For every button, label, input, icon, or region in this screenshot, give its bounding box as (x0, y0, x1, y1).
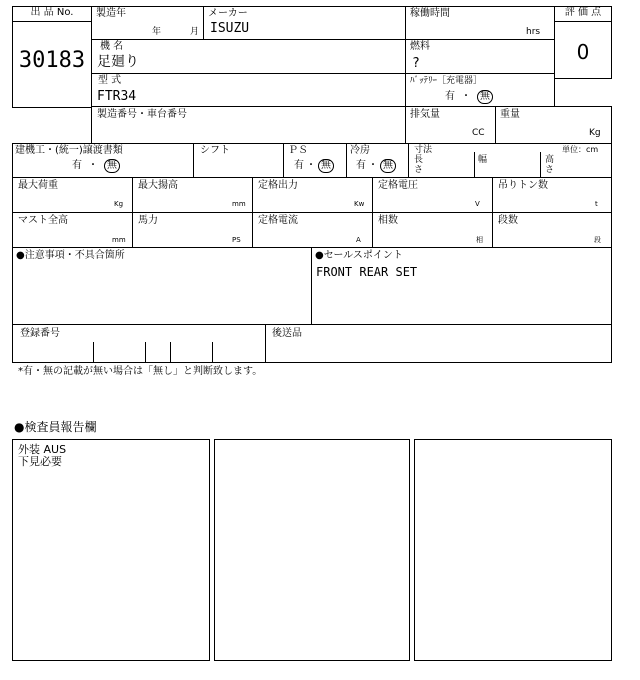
weight-label: 重量 (500, 109, 520, 120)
year-label: 製造年 (96, 8, 126, 19)
weight-unit: Kg (589, 128, 601, 138)
spec-r23-col-1 (132, 177, 133, 248)
score-value: 0 (576, 40, 590, 64)
registration-box (12, 324, 612, 363)
mast-height-unit: mm (112, 236, 126, 244)
height-label: 高 (545, 155, 555, 165)
spec-r23-col-3 (372, 177, 373, 248)
length-label-2: さ (414, 165, 424, 175)
phase-unit: 相 (476, 236, 483, 244)
maker-value: ISUZU (210, 21, 250, 36)
max-load-label: 最大荷重 (18, 180, 58, 191)
horsepower-unit: PS (232, 236, 241, 244)
specs-row-line-2 (12, 212, 612, 213)
header-row-line-2 (91, 73, 555, 74)
spec-r23-col-2 (252, 177, 253, 248)
length-label: 長 (414, 155, 424, 165)
serial-col-line-2 (495, 106, 496, 144)
header-row-line-1 (91, 39, 555, 40)
hours-unit: hrs (526, 27, 541, 37)
notes-divider (311, 247, 312, 325)
lot-number-divider (12, 21, 92, 22)
aircon-yes: 有 (356, 160, 366, 171)
horsepower-label: 馬力 (138, 215, 158, 226)
registration-divider (265, 324, 266, 363)
shift-label: シフト (200, 145, 230, 156)
fuel-value: ? (412, 56, 420, 71)
inspector-note-line-1: 外装 AUS (18, 443, 67, 456)
battery-no-circled: 無 (477, 90, 493, 104)
sales-point-text: FRONT REAR SET (316, 265, 418, 279)
model-value: 足廻り (97, 54, 139, 70)
ps-label: ＰＳ (288, 145, 308, 156)
lifting-ton-unit: t (595, 200, 598, 208)
rated-current-unit: A (356, 236, 361, 244)
ps-no-circled: 無 (318, 159, 334, 173)
rated-voltage-unit: V (475, 200, 480, 208)
displacement-unit: CC (472, 128, 485, 138)
unit-note: 単位：cm (562, 145, 599, 154)
type-value: FTR34 (97, 89, 137, 104)
spec-r1-col-2 (283, 143, 284, 177)
max-lift-label: 最大揚高 (138, 180, 178, 191)
spec-r1-col-5 (474, 152, 475, 177)
inspector-note-line-2: 下見必要 (18, 455, 62, 468)
battery-label: ﾊﾞｯﾃﾘｰ［充電器］ (410, 76, 483, 86)
reg-box-line-1 (93, 342, 94, 363)
transfer-doc-yes: 有 (72, 160, 82, 171)
inspector-section-title: ●検査員報告欄 (14, 420, 97, 434)
year-unit: 年 (152, 27, 162, 37)
phase-label: 相数 (378, 215, 398, 226)
battery-yes-no (445, 90, 493, 104)
max-load-unit: Kg (114, 200, 124, 208)
transfer-doc-dot: ・ (88, 160, 98, 171)
reg-box-line-3 (170, 342, 171, 363)
score-divider (554, 21, 612, 22)
spec-r1-col-4 (408, 143, 409, 177)
spec-r1-col-6 (540, 152, 541, 177)
width-label: 幅 (478, 155, 488, 165)
reg-box-line-4 (212, 342, 213, 363)
dims-label: 寸法 (414, 145, 433, 155)
score-label: 評 価 点 (564, 7, 602, 18)
inspector-box-1 (12, 439, 210, 661)
rated-output-label: 定格出力 (258, 180, 298, 191)
registration-number-label: 登録番号 (20, 328, 60, 339)
model-label: 機 名 (100, 41, 124, 52)
inspector-box-2 (214, 439, 410, 661)
stages-unit: 段 (594, 236, 601, 244)
specs-row-line-1 (12, 177, 612, 178)
battery-dot: ・ (461, 91, 471, 102)
shipping-item-label: 後送品 (272, 328, 302, 339)
hours-label: 稼働時間 (410, 8, 450, 19)
rated-current-label: 定格電流 (258, 215, 298, 226)
month-unit: 月 (190, 27, 200, 37)
aircon-label: 冷房 (350, 145, 370, 156)
height-label-2: さ (545, 165, 555, 175)
reg-box-line-2 (145, 342, 146, 363)
spec-r23-col-4 (492, 177, 493, 248)
sales-point-label: ●セールスポイント (315, 250, 403, 261)
aircon-dot: ・ (368, 160, 378, 171)
mast-height-label: マスト全高 (18, 215, 68, 226)
battery-yes: 有 (445, 91, 455, 102)
aircon-yes-no (356, 159, 396, 173)
footnote: *有・無の記載が無い場合は「無し」と判断致します。 (18, 366, 263, 377)
maker-label: メーカー (208, 8, 248, 19)
ps-yes: 有 (294, 160, 304, 171)
aircon-no-circled: 無 (380, 159, 396, 173)
ps-yes-no (294, 159, 334, 173)
lifting-ton-label: 吊りトン数 (498, 180, 548, 191)
serial-col-line-1 (405, 106, 406, 144)
type-label: 型 式 (98, 75, 122, 86)
rated-output-unit: Kw (354, 200, 365, 208)
header-col-line-1 (203, 6, 204, 40)
max-lift-unit: mm (232, 200, 246, 208)
rated-voltage-label: 定格電圧 (378, 180, 418, 191)
spec-r1-col-1 (193, 143, 194, 177)
transfer-doc-label: 建機工・(統一)譲渡書類 (15, 145, 123, 156)
spec-r1-col-3 (346, 143, 347, 177)
fuel-label: 燃料 (410, 41, 430, 52)
lot-number-label: 出 品 No. (30, 7, 74, 18)
ps-dot: ・ (306, 160, 316, 171)
caution-label: ●注意事項・不具合箇所 (16, 250, 125, 261)
displacement-label: 排気量 (410, 109, 440, 120)
serial-label: 製造番号・車台番号 (97, 109, 187, 120)
stages-label: 段数 (498, 215, 518, 226)
inspector-box-3 (414, 439, 612, 661)
transfer-doc-no-circled: 無 (104, 159, 120, 173)
transfer-doc-yes-no (72, 159, 120, 173)
header-col-line-2 (405, 6, 406, 107)
lot-number-value: 30183 (18, 48, 86, 73)
